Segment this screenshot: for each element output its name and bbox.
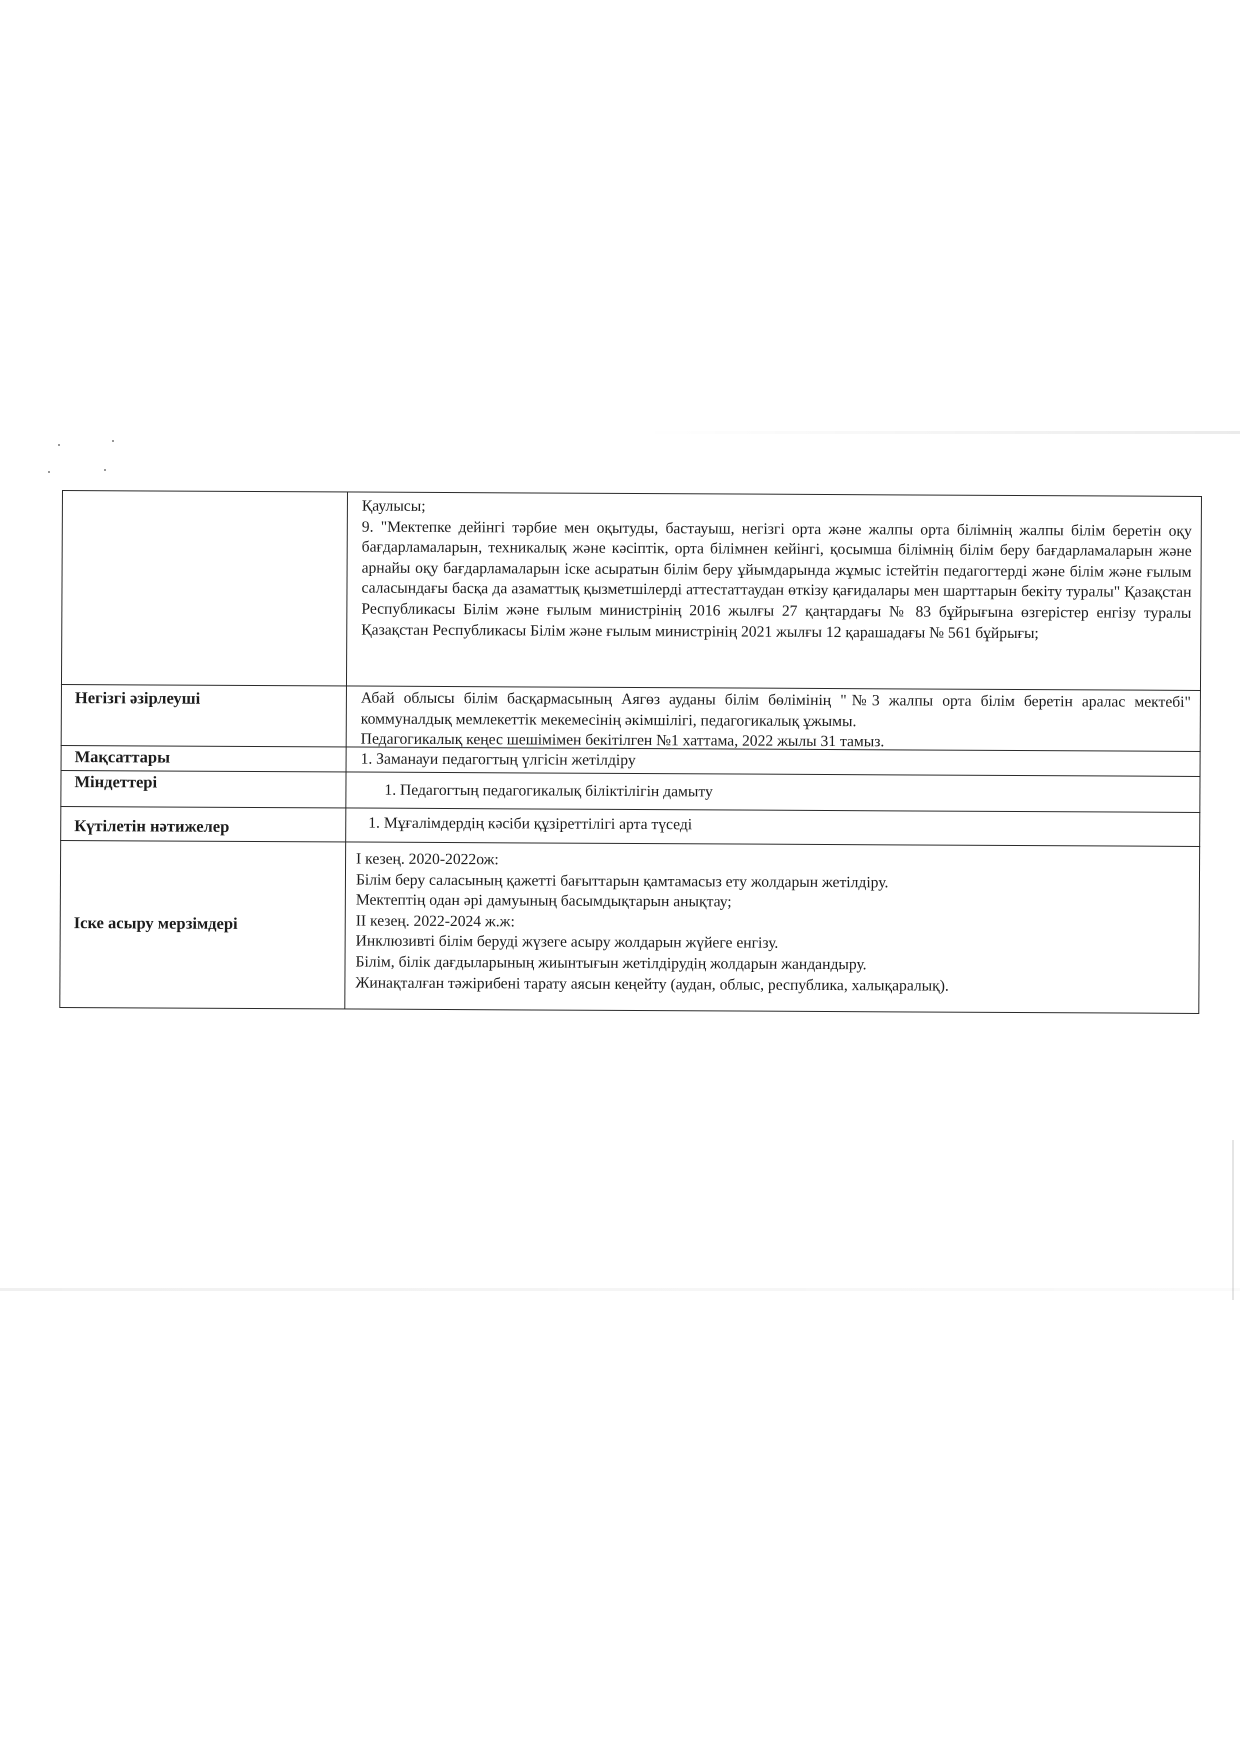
row-text-line: Мектептің одан әрі дамуының басымдықтарын анықтау; — [355, 891, 732, 911]
row-text-line: Білім, білік дағдыларының жиынтығын жетілдірудің жолдарын жандандыру. — [355, 953, 867, 974]
row-content — [361, 497, 1192, 646]
table-row — [59, 840, 1200, 1014]
row-text-line: 1. Мұғалімдердің кәсіби құзіреттілігі арта түседі — [368, 814, 693, 834]
row-text-line: 1. Заманауи педагогтың үлгісін жетілдіру — [360, 750, 636, 770]
scan-edge-shadow — [1232, 1140, 1234, 1300]
row-text-line: І кезең. 2020-2022ож: — [356, 850, 499, 869]
scan-speck — [104, 469, 106, 471]
row-label: Мақсаттары — [74, 747, 171, 767]
table-row — [61, 684, 1201, 752]
scan-speck — [48, 471, 50, 473]
scan-edge-shadow — [640, 431, 1240, 434]
row-text-line: Білім беру саласының қажетті бағыттарын қамтамасыз ету жолдарын жетілдіру. — [355, 871, 889, 891]
table-row — [61, 490, 1202, 691]
scan-edge-shadow — [0, 1288, 1240, 1291]
row-text-line: 1. Педагогтың педагогикалық біліктілігін дамыту — [384, 781, 713, 801]
scan-speck — [58, 444, 60, 446]
row-text-line: Абай облысы білім басқармасының Аягөз ауданы білім бөлімінің "№3 жалпы орта білім беретін аралас мектебі" коммуналдық мемлекеттік мекемесінің әкімшілігі, педагогикалық ұжымы. — [360, 689, 1191, 730]
row-content — [355, 850, 1186, 999]
row-content — [361, 689, 1191, 755]
row-text-line: Қаулысы; — [361, 497, 426, 515]
row-label: Міндеттері — [74, 772, 158, 792]
row-text-line: Педагогикалық кеңес шешімімен бекітілген №1 хаттама, 2022 жылы 31 тамыз. — [360, 730, 885, 751]
scan-speck — [112, 440, 114, 442]
row-content — [368, 814, 1198, 839]
row-text-line: ІІ кезең. 2022-2024 ж.ж: — [355, 912, 515, 931]
row-text-line: Инклюзивті білім беруді жүзеге асыру жолдарын жүйеге енгізу. — [355, 932, 779, 953]
row-content — [361, 750, 1191, 775]
row-content — [360, 781, 1214, 806]
row-label: Күтілетін нәтижелер — [74, 816, 230, 836]
document-table — [59, 490, 1202, 1013]
row-label: Іске асыру мерзімдері — [73, 913, 238, 933]
row-label: Негізгі әзірлеуші — [74, 688, 201, 708]
row-text-line: 9. "Мектепке дейінгі тәрбие мен оқытуды, бастауыш, негізгі орта және жалпы орта білімнің жалпы білім беретін оқу бағдарламаларын, техникалық және кәсіптік, орта білімнен кейінгі, қосымша білімнің білім беру бағдарламаларын және арнайы оқу бағдарламаларын іске асыратын білім беру ұйымдарында жұмыс істейтін педагогтерді және білім және ғылым саласындағы басқа да азаматтық қызметшілерді аттестаттаудан өткізу қағидалары мен шарттарын бекіту туралы" Қазақстан Республикасы Білім және ғылым министрінің 2016 жылғы 27 қаңтардағы № 83 бұйрығына өзгерістер енгізу туралы Қазақстан Республикасы Білім және ғылым министрінің 2021 жылғы 12 қарашадағы № 561 бұйрығы; — [361, 518, 1192, 642]
row-text-line: Жинақталған тәжірибені тарату аясын кеңейту (аудан, облыс, республика, халықаралық). — [355, 974, 949, 995]
